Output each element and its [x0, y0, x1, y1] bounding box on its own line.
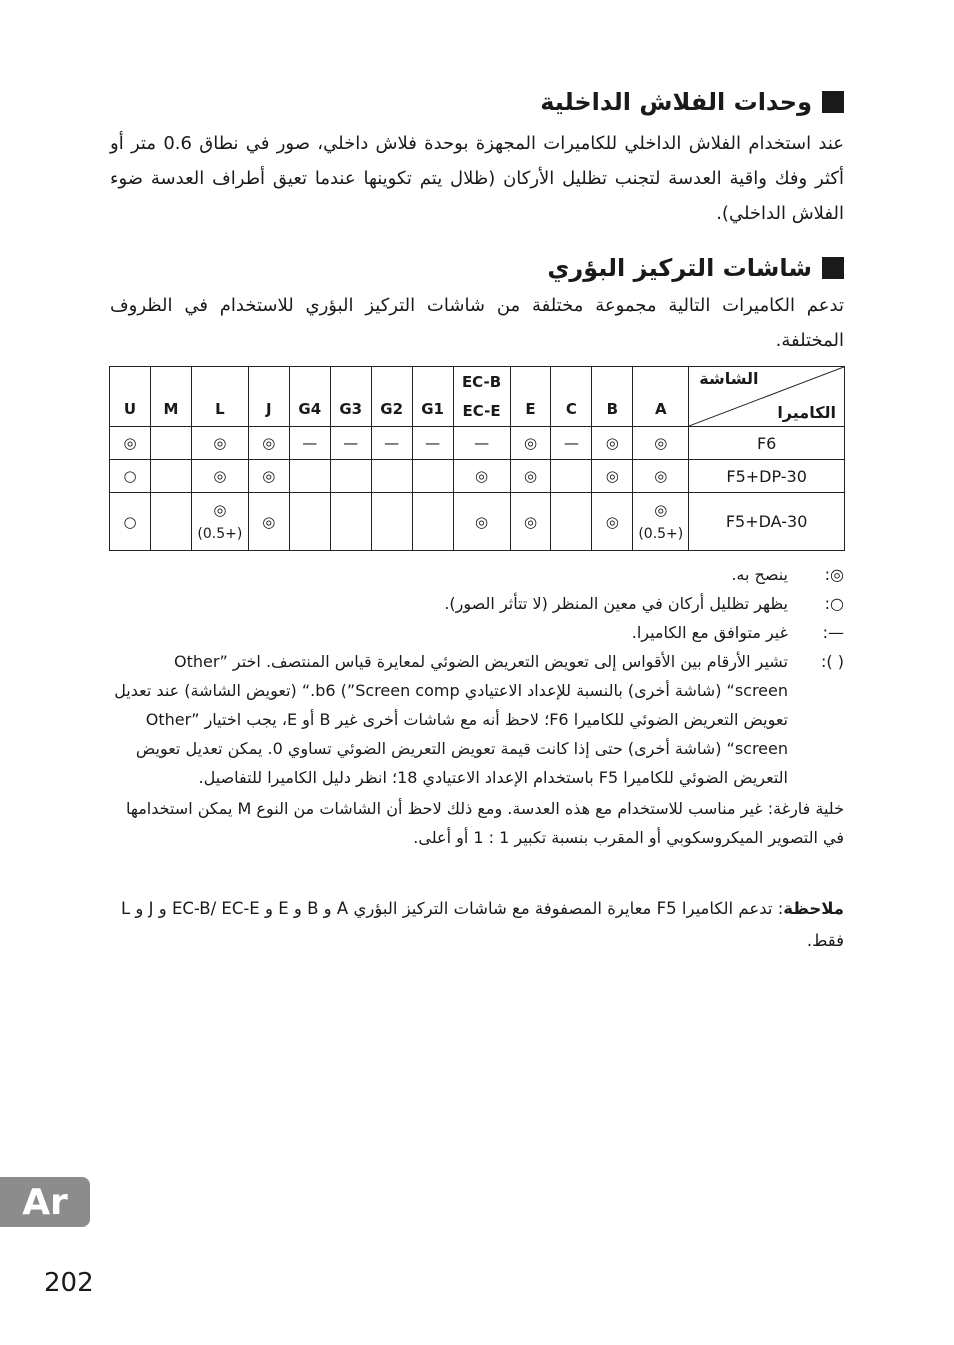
screen-compatibility-table [109, 366, 845, 551]
cell: ◎ [510, 493, 551, 551]
table-row [110, 427, 845, 460]
col-header-ec-b: EC-B [453, 367, 510, 397]
remark-label: ملاحظة [783, 899, 844, 918]
legend-key: —: [822, 623, 844, 642]
cell: ◎ [510, 460, 551, 493]
legend-item [110, 647, 844, 792]
language-tab: Ar [0, 1177, 90, 1227]
legend-item [110, 618, 844, 647]
cell: ◎ [592, 493, 633, 551]
cell: ○ [110, 493, 151, 551]
col-header: A [633, 367, 689, 427]
cell [150, 493, 191, 551]
col-header: L [191, 367, 248, 427]
cell: ◎ [592, 460, 633, 493]
legend-key: ◎: [824, 565, 844, 584]
camera-cell: F5+DA-30 [689, 493, 845, 551]
header-screen-label: الشاشة [699, 369, 759, 388]
col-header: G1 [412, 367, 453, 427]
cell [371, 493, 412, 551]
cell: ◎ [453, 460, 510, 493]
legend-text: غير متوافق مع الكاميرا. [631, 623, 788, 642]
header-camera-label: الكاميرا [777, 403, 836, 422]
col-header: E [510, 367, 551, 427]
col-header: G3 [330, 367, 371, 427]
legend-text: ينصح به. [731, 565, 788, 584]
cell: ◎ [248, 460, 289, 493]
col-header: G2 [371, 367, 412, 427]
section-paragraph-focusing-screens: تدعم الكاميرات التالية مجموعة مختلفة من شاشات التركيز البؤري للاستخدام في الظروف المختلفة. [110, 295, 844, 351]
remark-text: : تدعم الكاميرا F5 معايرة المصفوفة مع شاشات التركيز البؤري A و B و E و EC-B/ EC-E و J و L فقط. [120, 899, 844, 950]
cell [551, 460, 592, 493]
blank-cell-note: خلية فارغة: غير مناسب للاستخدام مع هذه العدسة. ومع ذلك لاحظ أن الشاشات من النوع M يمكن استخدامها في التصوير الميكروسكوبي أو المقرب بنسبة تكبير 1 : 1 أو أعلى. [125, 799, 844, 847]
col-header: M [150, 367, 191, 427]
heading-square-icon [822, 257, 844, 279]
table-row [110, 460, 845, 493]
cell: ◎ [633, 460, 689, 493]
cell [289, 493, 330, 551]
col-header: G4 [289, 367, 330, 427]
cell: ◎ [248, 427, 289, 460]
diagonal-header-cell [689, 367, 845, 427]
cell: — [371, 427, 412, 460]
legend-item [110, 589, 844, 618]
section-paragraph-internal-flash: عند استخدام الفلاش الداخلي للكاميرات المجهزة بوحدة فلاش داخلي، صور في نطاق 0.6 متر أو أكثر وفك واقية العدسة لتجنب تظليل الأركان (ظلال يتم تكوينها عندما تعيق أطراف العدسة ضوء الفلاش الداخلي). [110, 133, 844, 224]
camera-cell: F6 [689, 427, 845, 460]
cell: — [289, 427, 330, 460]
legend-key: ○: [824, 594, 844, 613]
table-row [110, 493, 845, 551]
remark [110, 893, 844, 957]
cell [330, 460, 371, 493]
cell: ◎ [248, 493, 289, 551]
cell: ◎ [510, 427, 551, 460]
col-header: B [592, 367, 633, 427]
legend-text: يظهر تظليل أركان في معين المنظر (لا تتأثر الصور). [444, 594, 788, 613]
cell: ◎ [191, 460, 248, 493]
cell: ◎ [633, 427, 689, 460]
cell: — [412, 427, 453, 460]
cell: ◎ [110, 427, 151, 460]
cell [412, 460, 453, 493]
cell-symbol: ◎ [654, 500, 668, 519]
cell: ◎ [592, 427, 633, 460]
cell-with-sub [633, 493, 689, 551]
section-heading-focusing-screens: شاشات التركيز البؤري [110, 254, 844, 282]
col-header: C [551, 367, 592, 427]
cell [412, 493, 453, 551]
cell [371, 460, 412, 493]
cell [289, 460, 330, 493]
table-header-row-1 [110, 367, 845, 397]
cell: — [551, 427, 592, 460]
legend-text: تشير الأرقام بين الأقواس إلى تعويض التعريض الضوئي لمعايرة قياس المنتصف. اختر ”Other screen“ (شاشة أخرى) بالنسبة للإعداد الاعتيادي b6 (”Screen comp.“ (تعويض الشاشة) عند تعديل تعويض التعريض الضوئي للكاميرا F6؛ لاحظ أنه مع شاشات أخرى غير B أو E، يجب اختيار ”Other screen“ (شاشة أخرى) حتى إذا كانت قيمة تعويض التعريض الضوئي تساوي 0. يمكن تعديل تعويض التعريض الضوئي للكاميرا F5 باستخدام الإعداد الاعتيادي 18؛ انظر دليل الكاميرا للتفاصيل. [114, 652, 788, 787]
cell: ◎ [453, 493, 510, 551]
cell: — [453, 427, 510, 460]
cell-subvalue: (+0.5) [197, 525, 243, 542]
cell [150, 427, 191, 460]
cell [150, 460, 191, 493]
legend-key: ( ): [821, 652, 844, 671]
cell [330, 493, 371, 551]
cell-subvalue: (+0.5) [638, 525, 684, 542]
legend-item [110, 560, 844, 589]
cell-symbol: ◎ [213, 500, 227, 519]
col-header: J [248, 367, 289, 427]
heading-square-icon [822, 91, 844, 113]
col-header-ec-e: EC-E [453, 397, 510, 427]
cell: — [330, 427, 371, 460]
cell: ○ [110, 460, 151, 493]
camera-cell: F5+DP-30 [689, 460, 845, 493]
cell [551, 493, 592, 551]
page-number: 202 [44, 1268, 94, 1298]
cell: ◎ [191, 427, 248, 460]
cell-with-sub [191, 493, 248, 551]
section-heading-internal-flash: وحدات الفلاش الداخلية [110, 88, 844, 116]
legend-notes [110, 560, 844, 852]
col-header: U [110, 367, 151, 427]
